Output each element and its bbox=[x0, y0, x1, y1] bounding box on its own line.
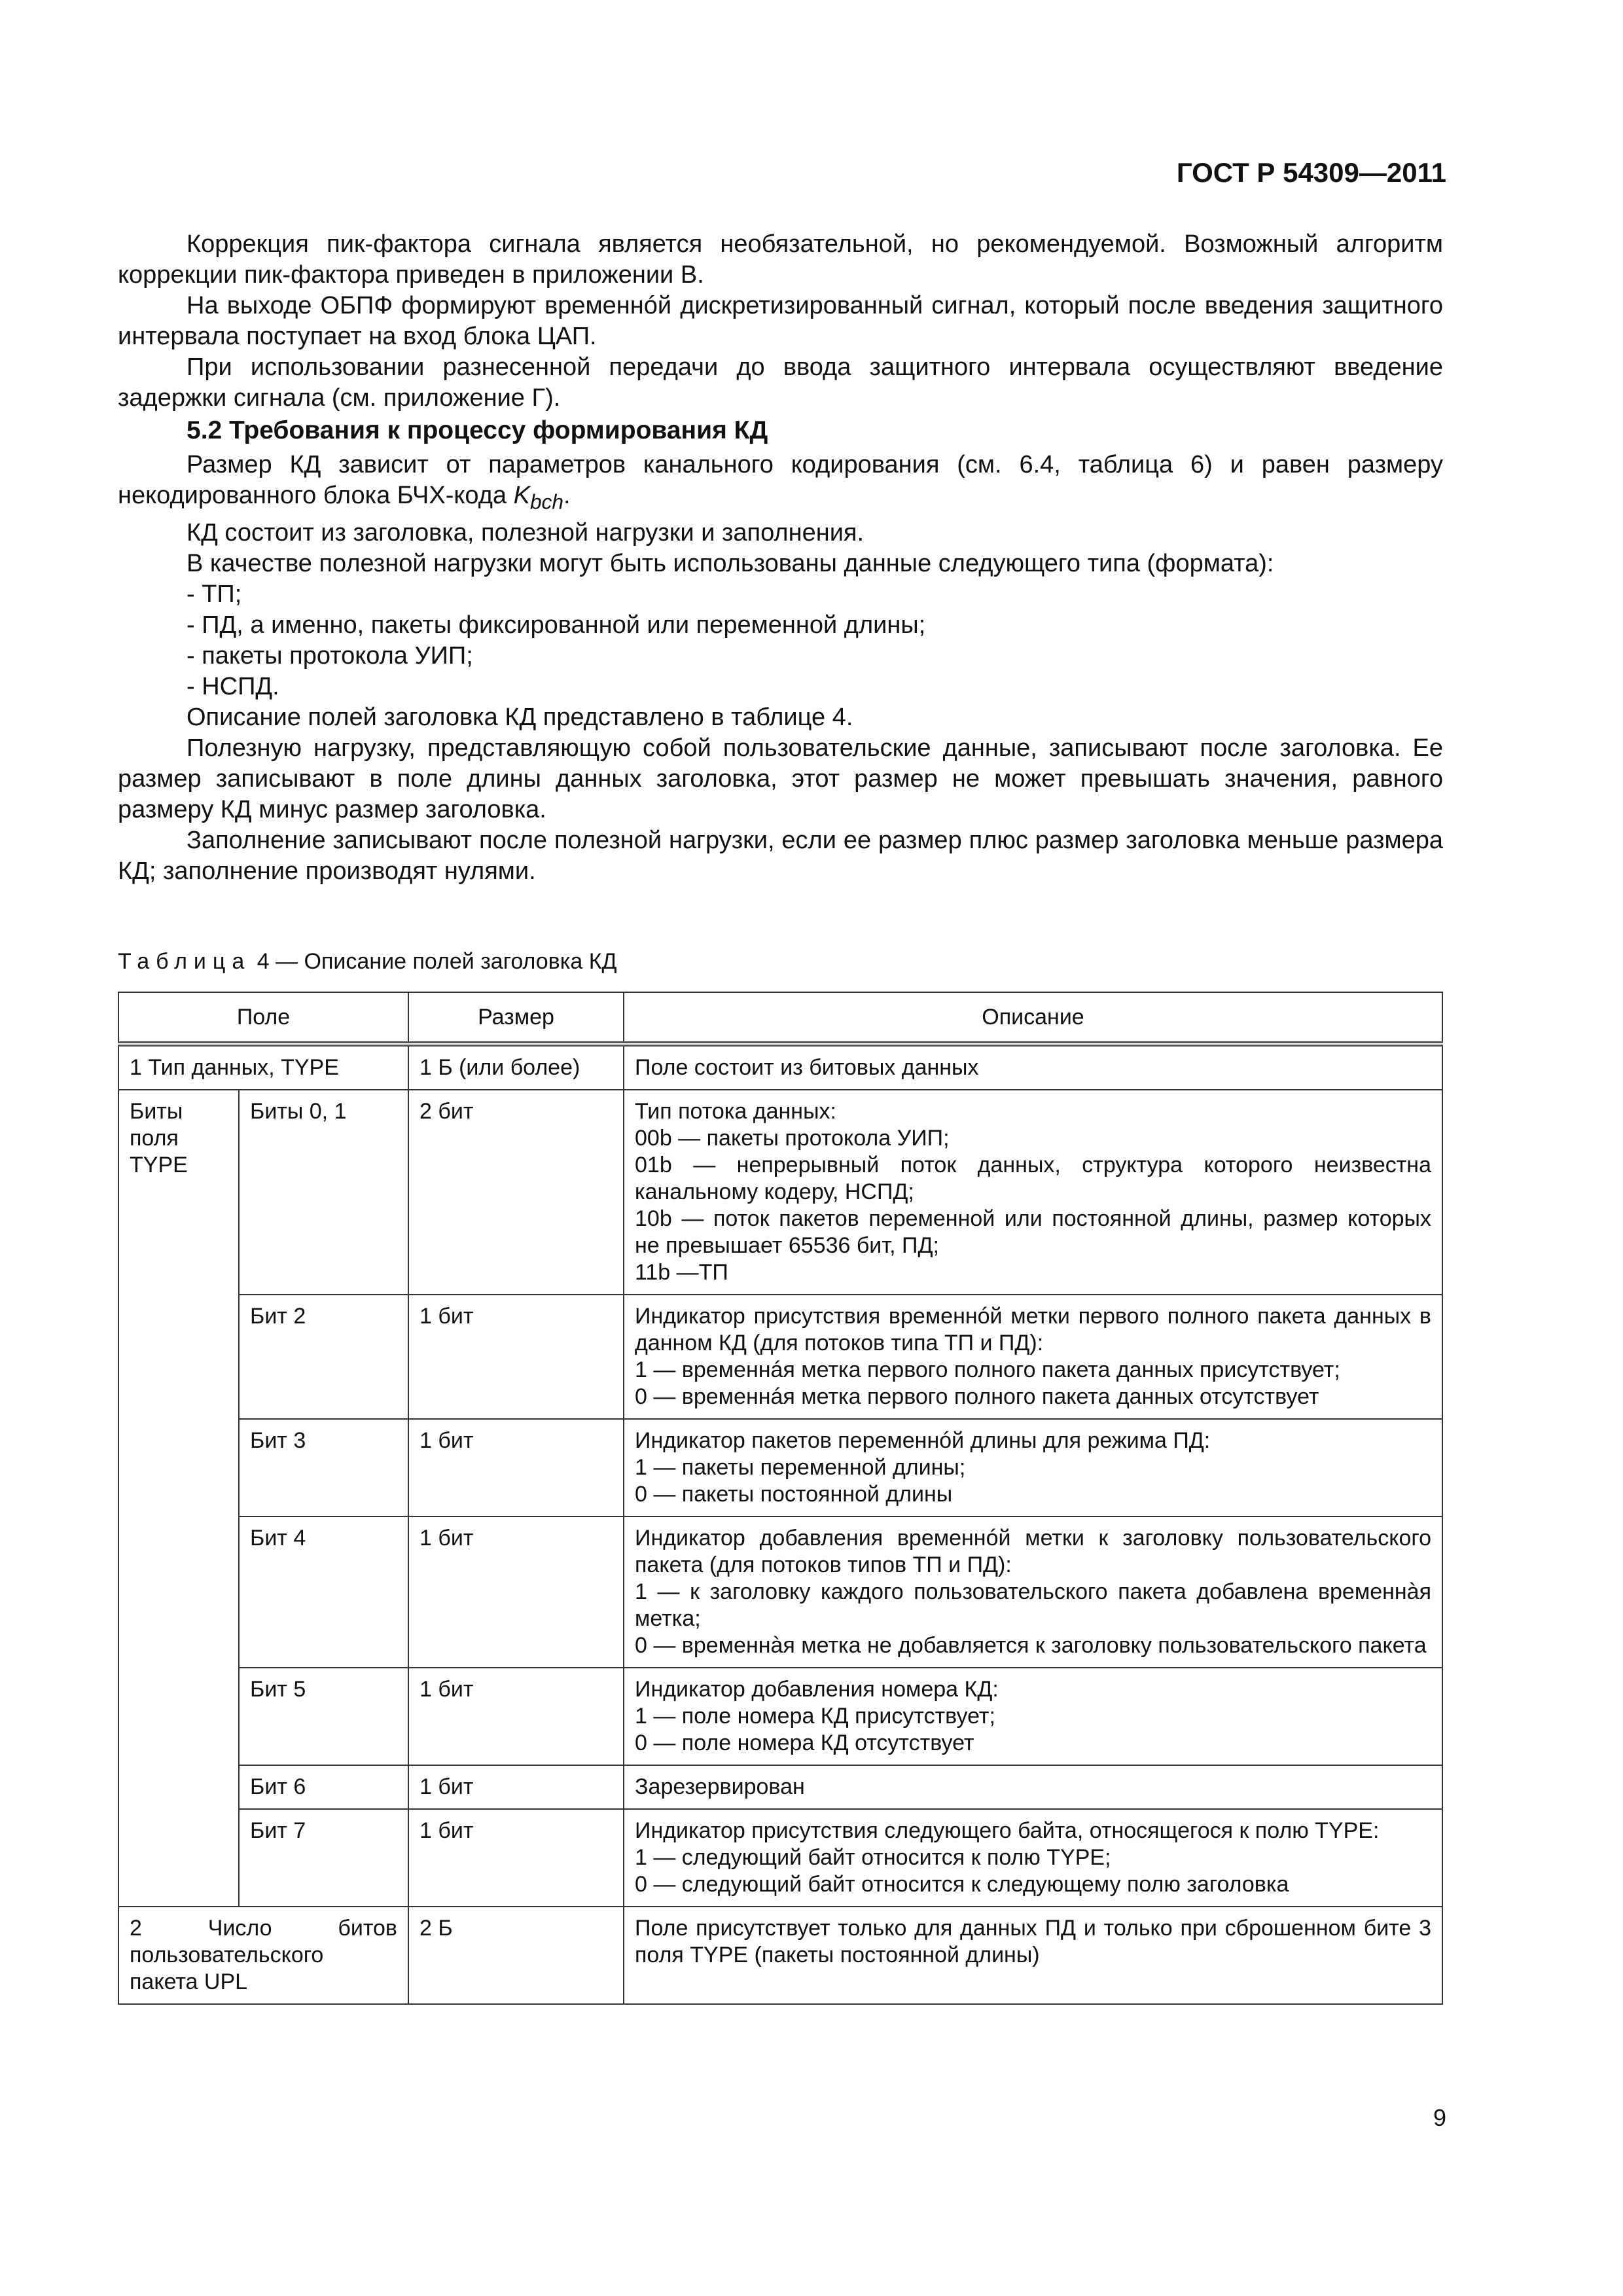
variable-k: K bbox=[513, 482, 530, 509]
bit-description bbox=[624, 1765, 1442, 1809]
paragraph: На выходе ОБПФ формируют временнóй дискретизированный сигнал, который после введения защитного интервала поступает на вход блока ЦАП. bbox=[118, 292, 1443, 350]
paragraph: КД состоит из заголовка, полезной нагрузки и заполнения. bbox=[187, 518, 865, 547]
description-line: 1 — к заголовку каждого пользовательского пакета добавлена временнàя метка; bbox=[635, 1579, 1431, 1631]
paragraph: В качестве полезной нагрузки могут быть использованы данные следующего типа (формата): bbox=[187, 549, 1274, 577]
description-line: 11b —ТП bbox=[635, 1260, 728, 1285]
description-line: Индикатор пакетов переменнóй длины для режима ПД: bbox=[635, 1428, 1211, 1453]
body-text bbox=[118, 229, 1443, 887]
bit-name: Бит 5 bbox=[239, 1668, 408, 1765]
row-upl-field: 2 Число битов пользовательского пакета UPL bbox=[118, 1907, 408, 2004]
table-row bbox=[118, 1295, 1442, 1419]
document-code: ГОСТ Р 54309—2011 bbox=[1176, 157, 1446, 188]
paragraph: Описание полей заголовка КД представлено в таблице 4. bbox=[187, 703, 853, 731]
bit-name: Бит 4 bbox=[239, 1516, 408, 1668]
group-label-type-bits: Биты поля TYPE bbox=[118, 1090, 239, 1907]
description-line: Индикатор присутствия следующего байта, относящегося к полю TYPE: bbox=[635, 1818, 1380, 1843]
paragraph-size bbox=[118, 450, 1443, 518]
paragraph: Полезную нагрузку, представляющую собой пользовательские данные, записывают после заголовка. Ее размер записывают в поле длины данных заголовка, этот размер не может превышать значения, равного размеру КД минус размер заголовка. bbox=[118, 734, 1443, 823]
table-caption-word: Таблица bbox=[118, 949, 251, 974]
table-row bbox=[118, 1668, 1442, 1765]
header-field: Поле bbox=[118, 992, 408, 1044]
bit-size: 1 бит bbox=[408, 1765, 624, 1809]
bit-description bbox=[624, 1295, 1442, 1419]
row-upl-size: 2 Б bbox=[408, 1907, 624, 2004]
description-line: 1 — следующий байт относится к полю TYPE; bbox=[635, 1845, 1111, 1870]
table-row bbox=[118, 1044, 1442, 1090]
bit-name: Бит 6 bbox=[239, 1765, 408, 1809]
bit-name: Бит 7 bbox=[239, 1809, 408, 1907]
row-type-field: 1 Тип данных, TYPE bbox=[118, 1044, 408, 1090]
bit-description bbox=[624, 1516, 1442, 1668]
paragraph-size-text: Размер КД зависит от параметров канального кодирования (см. 6.4, таблица 6) и равен размеру некодированного блока БЧХ-кода bbox=[118, 451, 1443, 509]
description-line: Индикатор добавления номера КД: bbox=[635, 1677, 999, 1702]
description-line: 0 — следующий байт относится к следующему полю заголовка bbox=[635, 1872, 1289, 1897]
description-line: 00b — пакеты протокола УИП; bbox=[635, 1126, 950, 1151]
list-item: - ТП; bbox=[187, 580, 242, 608]
description-line: 1 — поле номера КД присутствует; bbox=[635, 1704, 995, 1729]
bit-description bbox=[624, 1809, 1442, 1907]
table-header-row bbox=[118, 992, 1442, 1044]
bit-name: Биты 0, 1 bbox=[239, 1090, 408, 1295]
list-item: - НСПД. bbox=[187, 672, 279, 700]
table-row bbox=[118, 1516, 1442, 1668]
table-caption bbox=[118, 949, 617, 975]
table-row bbox=[118, 1765, 1442, 1809]
header-description: Описание bbox=[624, 992, 1442, 1044]
fields-table bbox=[118, 992, 1443, 2005]
bit-name: Бит 3 bbox=[239, 1419, 408, 1516]
section-heading: 5.2 Требования к процессу формирования КД bbox=[187, 416, 768, 444]
description-line: 10b — поток пакетов переменной или постоянной длины, размер которых не превышает 65536 бит, ПД; bbox=[635, 1206, 1431, 1258]
bit-size: 1 бит bbox=[408, 1516, 624, 1668]
variable-subscript: bch bbox=[529, 490, 563, 514]
bit-description bbox=[624, 1668, 1442, 1765]
paragraph-size-end: . bbox=[563, 482, 571, 509]
description-line: 0 — временнàя метка не добавляется к заголовку пользовательского пакета bbox=[635, 1633, 1427, 1658]
paragraph: При использовании разнесенной передачи до ввода защитного интервала осуществляют введение задержки сигнала (см. приложение Г). bbox=[118, 353, 1443, 412]
bit-size: 1 бит bbox=[408, 1809, 624, 1907]
description-line: Индикатор присутствия временнóй метки первого полного пакета данных в данном КД (для потоков типа ТП и ПД): bbox=[635, 1304, 1431, 1355]
page-number: 9 bbox=[1433, 2104, 1446, 2131]
table-row bbox=[118, 1419, 1442, 1516]
row-upl-desc: Поле присутствует только для данных ПД и только при сброшенном бите 3 поля TYPE (пакеты постоянной длины) bbox=[624, 1907, 1442, 2004]
description-line: 1 — пакеты переменной длины; bbox=[635, 1455, 966, 1480]
row-type-size: 1 Б (или более) bbox=[408, 1044, 624, 1090]
paragraph: Коррекция пик-фактора сигнала является необязательной, но рекомендуемой. Возможный алгоритм коррекции пик-фактора приведен в приложении В. bbox=[118, 230, 1443, 289]
description-line: 0 — поле номера КД отсутствует bbox=[635, 1731, 974, 1755]
row-type-desc: Поле состоит из битовых данных bbox=[624, 1044, 1442, 1090]
table-row bbox=[118, 1907, 1442, 2004]
bit-size: 1 бит bbox=[408, 1668, 624, 1765]
table-row bbox=[118, 1090, 1442, 1295]
bit-description bbox=[624, 1419, 1442, 1516]
description-line: 1 — временнáя метка первого полного пакета данных присутствует; bbox=[635, 1357, 1340, 1382]
description-line: Зарезервирован bbox=[635, 1774, 805, 1799]
description-line: 0 — временнáя метка первого полного пакета данных отсутствует bbox=[635, 1384, 1319, 1409]
paragraph: Заполнение записывают после полезной нагрузки, если ее размер плюс размер заголовка меньше размера КД; заполнение производят нулями. bbox=[118, 826, 1443, 885]
list-item: - пакеты протокола УИП; bbox=[187, 641, 473, 670]
table-caption-text: 4 — Описание полей заголовка КД bbox=[251, 949, 617, 974]
description-line: Тип потока данных: bbox=[635, 1099, 836, 1124]
bit-size: 2 бит bbox=[408, 1090, 624, 1295]
header-size: Размер bbox=[408, 992, 624, 1044]
list-item: - ПД, а именно, пакеты фиксированной или переменной длины; bbox=[187, 611, 926, 639]
bit-description bbox=[624, 1090, 1442, 1295]
bit-size: 1 бит bbox=[408, 1419, 624, 1516]
table-row bbox=[118, 1809, 1442, 1907]
description-line: 0 — пакеты постоянной длины bbox=[635, 1482, 953, 1507]
bit-name: Бит 2 bbox=[239, 1295, 408, 1419]
description-line: 01b — непрерывный поток данных, структура которого неизвестна канальному кодеру, НСПД; bbox=[635, 1153, 1431, 1204]
description-line: Индикатор добавления временнóй метки к заголовку пользовательского пакета (для потоков типов ТП и ПД): bbox=[635, 1526, 1431, 1577]
bit-size: 1 бит bbox=[408, 1295, 624, 1419]
